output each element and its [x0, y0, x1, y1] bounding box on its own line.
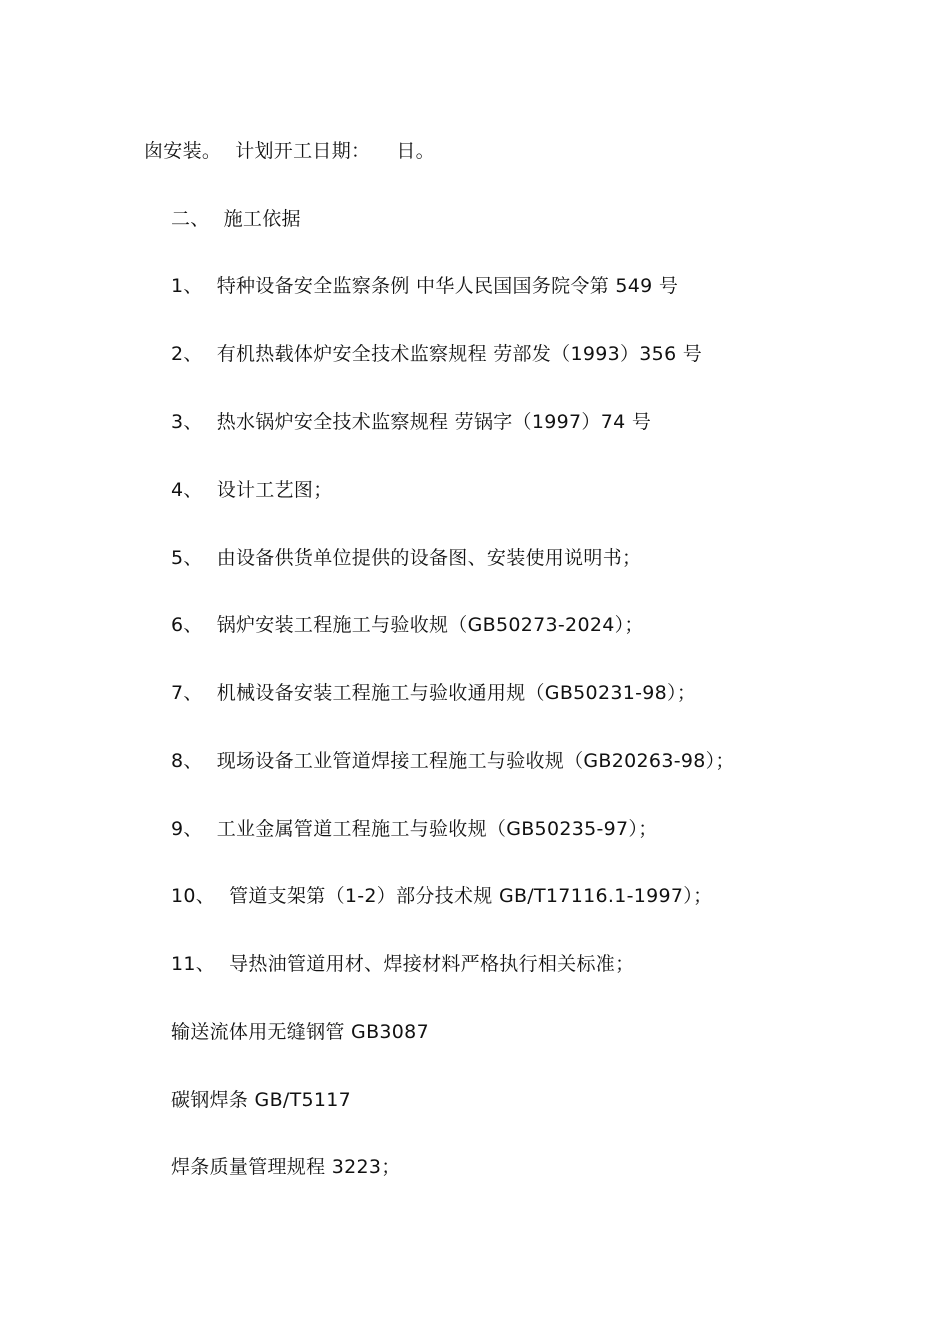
- list-item-number: 10、: [171, 885, 216, 907]
- list-item-text: 机械设备安装工程施工与验收通用规（GB50231-98）；: [216, 682, 697, 704]
- list-item-number: 1、: [171, 275, 203, 297]
- list-item-text: 特种设备安全监察条例 中华人民国国务院令第 549 号: [216, 275, 679, 297]
- list-item-text: 由设备供货单位提供的设备图、安装使用说明书；: [216, 547, 642, 569]
- list-item: [171, 545, 641, 571]
- list-item-text: 热水锅炉安全技术监察规程 劳锅字（1997）74 号: [216, 411, 652, 433]
- standard-text: 输送流体用无缝钢管 GB3087: [171, 1021, 429, 1043]
- intro-text-c: 日。: [396, 140, 435, 162]
- list-item-text: 导热油管道用材、焊接材料严格执行相关标准；: [229, 953, 635, 975]
- list-item-text: 管道支架第（1-2）部分技术规 GB/T17116.1-1997）；: [229, 885, 713, 907]
- list-item-number: 6、: [171, 614, 203, 636]
- list-item-number: 8、: [171, 750, 203, 772]
- list-item: [171, 409, 651, 435]
- list-item-number: 3、: [171, 411, 203, 433]
- list-item-number: 2、: [171, 343, 203, 365]
- list-item-text: 工业金属管道工程施工与验收规（GB50235-97）；: [216, 818, 658, 840]
- list-item: [171, 951, 634, 977]
- list-item-text: 设计工艺图；: [216, 479, 333, 501]
- list-item: [171, 816, 658, 842]
- intro-text-b: 计划开工日期：: [235, 140, 371, 162]
- standard-text: 焊条质量管理规程 3223；: [171, 1156, 401, 1178]
- intro-line: [144, 138, 435, 164]
- list-item-number: 5、: [171, 547, 203, 569]
- list-item-text: 锅炉安装工程施工与验收规（GB50273-2024）；: [216, 614, 644, 636]
- list-item-text: 现场设备工业管道焊接工程施工与验收规（GB20263-98）；: [216, 750, 735, 772]
- section-title: 施工依据: [223, 208, 301, 230]
- standard-line: [171, 1154, 401, 1180]
- intro-text-a: 囱安装。: [144, 140, 222, 162]
- list-item-number: 11、: [171, 953, 216, 975]
- list-item: [171, 612, 644, 638]
- list-item-number: 4、: [171, 479, 203, 501]
- standard-line: [171, 1019, 429, 1045]
- section-heading: [171, 206, 301, 232]
- list-item-text: 有机热载体炉安全技术监察规程 劳部发（1993）356 号: [216, 343, 703, 365]
- list-item-number: 7、: [171, 682, 203, 704]
- list-item: [171, 748, 735, 774]
- list-item: [171, 883, 712, 909]
- list-item: [171, 273, 678, 299]
- standard-line: [171, 1087, 351, 1113]
- list-item: [171, 680, 696, 706]
- list-item: [171, 477, 333, 503]
- list-item: [171, 341, 702, 367]
- list-item-number: 9、: [171, 818, 203, 840]
- section-number: 二、: [171, 208, 210, 230]
- standard-text: 碳钢焊条 GB/T5117: [171, 1089, 352, 1111]
